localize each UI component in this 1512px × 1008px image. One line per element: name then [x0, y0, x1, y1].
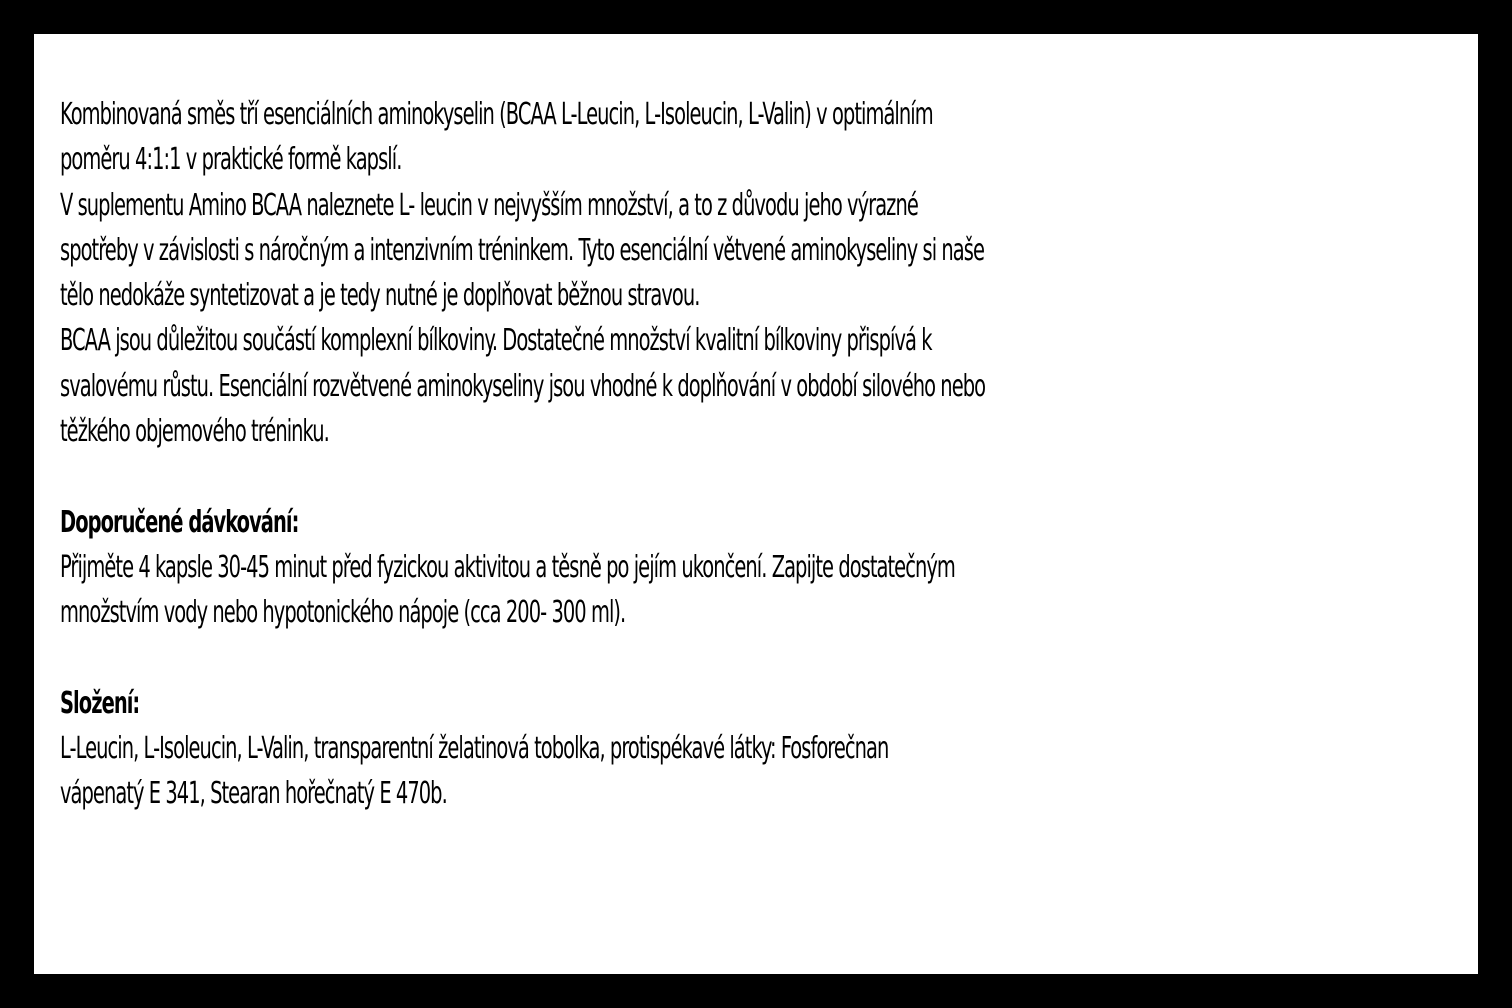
- section-spacer: [60, 454, 1464, 499]
- intro-line: tělo nedokáže syntetizovat a je tedy nutné je doplňovat běžnou stravou.: [60, 278, 700, 314]
- product-description-panel: [34, 34, 1478, 974]
- intro-section: [60, 92, 1464, 454]
- dosage-heading: Doporučené dávkování:: [60, 504, 299, 540]
- intro-line: těžkého objemového tréninku.: [60, 414, 329, 450]
- composition-line: L-Leucin, L-Isoleucin, L-Valin, transparentní želatinová tobolka, protispékavé látky: Fosforečnan: [60, 731, 889, 767]
- intro-line: Kombinovaná směs tří esenciálních aminokyselin (BCAA L-Leucin, L-Isoleucin, L-Valin) v optimálním: [60, 97, 933, 132]
- description-content: [60, 92, 1464, 817]
- intro-line: V suplementu Amino BCAA naleznete L- leucin v nejvyšším množství, a to z důvodu jeho výrazné: [60, 187, 918, 223]
- composition-section: [60, 681, 1464, 817]
- intro-line: spotřeby v závislosti s náročným a intenzivním tréninkem. Tyto esenciální větvené aminokyseliny si naše: [60, 232, 984, 268]
- dosage-line: Přijměte 4 kapsle 30-45 minut před fyzickou aktivitou a těsně po jejím ukončení. Zapijte dostatečným: [60, 549, 955, 585]
- composition-line: vápenatý E 341, Stearan hořečnatý E 470b.: [60, 776, 447, 812]
- intro-line: svalovému růstu. Esenciální rozvětvené aminokyseliny jsou vhodné k doplňování v období silového nebo: [60, 368, 986, 404]
- intro-line: poměru 4:1:1 v praktické formě kapslí.: [60, 142, 402, 178]
- intro-line: BCAA jsou důležitou součástí komplexní bílkoviny. Dostatečné množství kvalitní bílkoviny přispívá k: [60, 323, 932, 359]
- section-spacer: [60, 636, 1464, 681]
- dosage-section: [60, 500, 1464, 636]
- dosage-line: množstvím vody nebo hypotonického nápoje (cca 200- 300 ml).: [60, 595, 626, 631]
- composition-heading: Složení:: [60, 685, 140, 721]
